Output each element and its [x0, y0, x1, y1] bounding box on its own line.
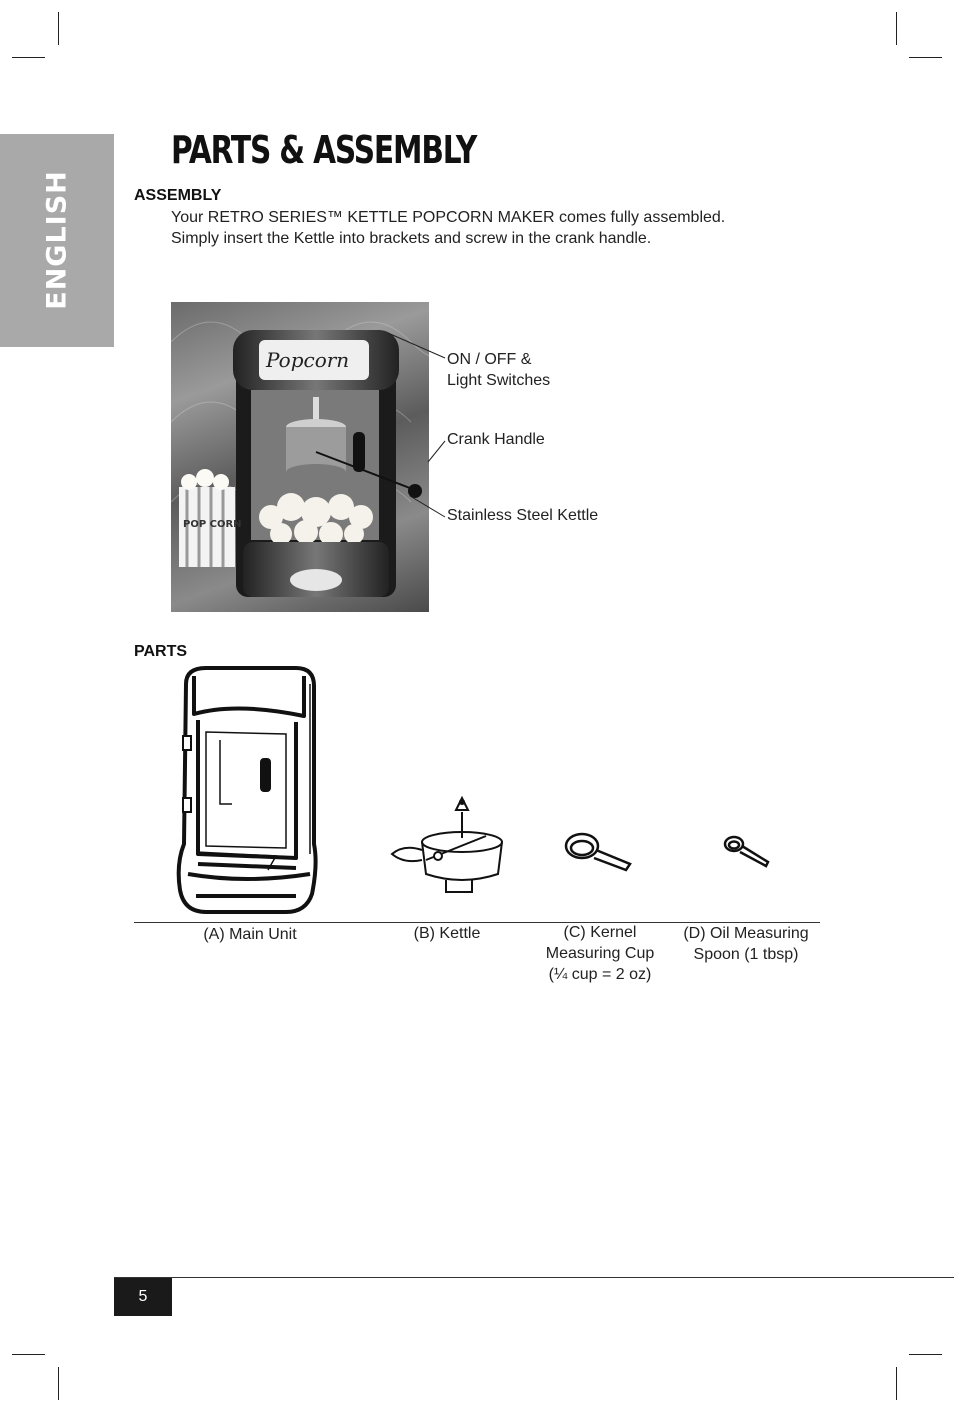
page-number: 5 — [114, 1278, 172, 1316]
part-label-line: (D) Oil Measuring — [683, 925, 809, 942]
language-tab-label: ENGLISH — [41, 170, 73, 310]
assembly-line: Your RETRO SERIES™ KETTLE POPCORN MAKER comes fully assembled. — [171, 209, 726, 226]
part-label-line: (¼ cup = 2 oz) — [548, 966, 652, 983]
assembly-line: Simply insert the Kettle into brackets and screw in the crank handle. — [171, 230, 652, 247]
popcorn-sign: Popcorn — [266, 348, 350, 372]
assembly-heading: ASSEMBLY — [134, 187, 222, 204]
kernel-measuring-cup-figure — [564, 830, 636, 872]
callout-crank-handle: Crank Handle — [447, 431, 545, 448]
part-label-kettle — [372, 923, 522, 944]
footer-rule — [114, 1277, 954, 1278]
parts-heading: PARTS — [134, 643, 188, 660]
callout-line: ON / OFF & — [447, 351, 532, 368]
main-unit-figure — [176, 664, 322, 916]
callout-kettle: Stainless Steel Kettle — [447, 507, 599, 524]
oil-measuring-spoon-figure — [722, 830, 772, 868]
popcorn-box-label: POP CORN — [183, 519, 242, 530]
part-label-line: (C) Kernel — [563, 924, 637, 941]
part-label-line: (B) Kettle — [413, 925, 481, 942]
part-label-line: (A) Main Unit — [203, 926, 297, 943]
part-label-main-unit — [174, 924, 326, 945]
part-label-kernel-cup — [526, 922, 674, 985]
callout-line: Light Switches — [447, 372, 551, 389]
page-title: PARTS & ASSEMBLY — [171, 128, 477, 172]
part-label-line: Measuring Cup — [545, 945, 655, 962]
callout-switches — [447, 349, 550, 391]
kettle-figure — [386, 794, 508, 896]
part-label-oil-spoon — [670, 923, 822, 965]
part-label-line: Spoon (1 tbsp) — [693, 946, 799, 963]
